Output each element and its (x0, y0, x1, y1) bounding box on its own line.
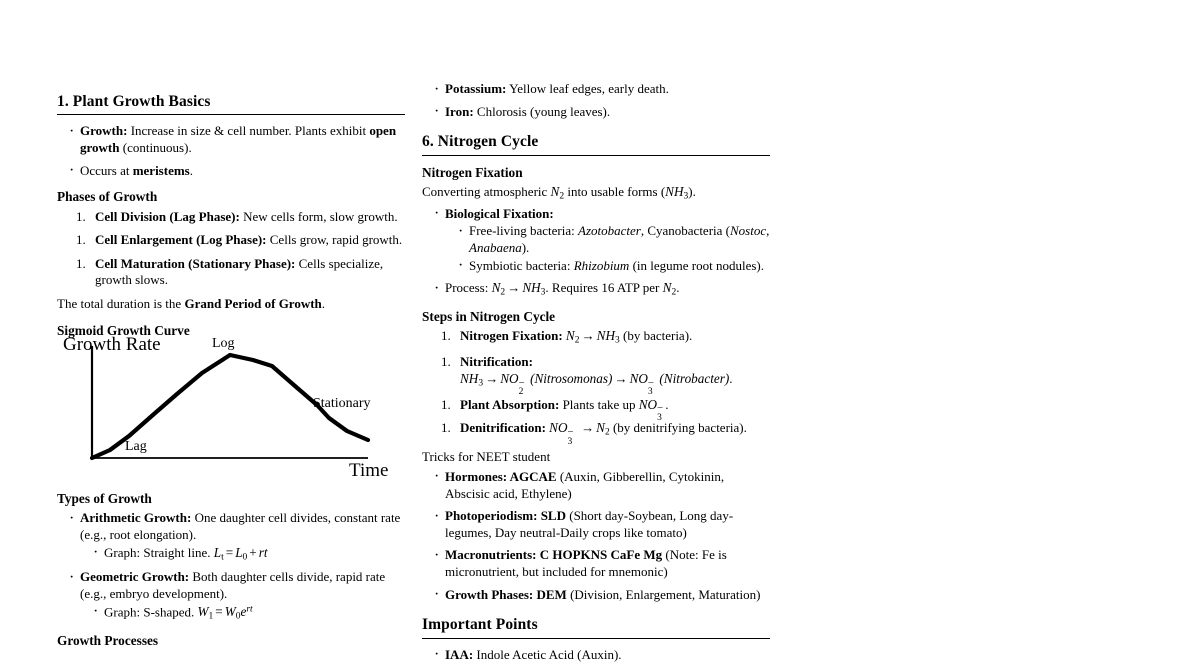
item-lead: Cell Maturation (Stationary Phase): (95, 255, 296, 271)
list-item (434, 647, 770, 664)
steps-heading: Steps in Nitrogen Cycle (422, 309, 556, 325)
item-lead: Plant Absorption: (460, 396, 560, 412)
nitrogen-fixation-definition (422, 184, 770, 203)
sub-item-text: Graph: Straight line. (104, 544, 214, 560)
types-sub-list (80, 545, 405, 564)
annotation-lag: Lag (125, 439, 147, 454)
item-text: Cells specialize, growth slows. (95, 255, 384, 288)
sub-text: Symbiotic bacteria: (469, 257, 574, 273)
item-lead: Photoperiodism: SLD (445, 508, 566, 524)
chart-svg (57, 328, 405, 478)
x-axis-label: Time (349, 460, 389, 478)
list-item (441, 354, 770, 398)
item-lead: Denitrification: (460, 420, 546, 436)
text-before: The total duration is the (57, 296, 185, 312)
list-item (76, 209, 405, 226)
genus-nostoc: Nostoc (730, 223, 767, 239)
sub-text-mid2: , (766, 223, 770, 239)
bullet-emphasis: meristems (132, 162, 190, 178)
item-lead: Hormones: AGCAE (445, 468, 557, 484)
list-marker: 1. (76, 232, 86, 248)
item-lead: IAA: (445, 646, 474, 662)
deficiency-list (422, 81, 770, 120)
sigmoid-growth-chart (57, 328, 405, 478)
types-of-growth-list (57, 510, 405, 622)
formula-denitrification: NO 3 − → $N_2$ (549, 420, 610, 447)
sub-text-post: ). (521, 239, 530, 255)
item-lead: Potassium: (445, 81, 507, 96)
list-marker: 1. (76, 208, 86, 224)
list-item (434, 508, 770, 541)
item-text: Process: (445, 280, 492, 296)
text-after: . (321, 296, 326, 312)
heading-divider (422, 638, 770, 639)
list-item (93, 545, 405, 564)
y-axis-label: Growth Rate (63, 334, 161, 355)
sub-item-text: Graph: S-shaped. (104, 603, 198, 619)
item-text-pre: Plants take up (559, 396, 639, 412)
formula-nitrate: NO 3 − (638, 396, 664, 423)
list-item (458, 258, 770, 275)
formula-nitrification: $NH_3$ → NO 2 − (Nitrosomonas) → NO 3 − (Nitrobacter) (460, 370, 730, 398)
bullet-text-tail: (continuous). (119, 140, 192, 155)
list-item (76, 232, 405, 249)
list-marker: 1. (441, 354, 451, 370)
list-item (69, 510, 405, 563)
bullet-text-tail: . (189, 162, 193, 178)
phases-of-growth-heading: Phases of Growth (57, 189, 158, 205)
item-text-post: . (676, 280, 680, 296)
text-mid: into usable forms ( (564, 183, 666, 199)
item-text: (by denitrifying bacteria). (609, 420, 747, 436)
heading-divider (422, 155, 770, 156)
item-text: (Short day-Soybean, Long day-legumes, Day neutral-Daily crops like tomato) (445, 508, 734, 540)
list-item (69, 163, 405, 180)
text-after: ). (688, 183, 696, 199)
bullet-text: Occurs at (80, 162, 133, 178)
list-item (434, 280, 770, 299)
item-lead: Geometric Growth: (80, 569, 190, 585)
item-text: Chlorosis (young leaves). (473, 103, 611, 119)
sub-text-post: (in legume root nodules). (629, 257, 764, 273)
item-lead: Cell Division (Lag Phase): (95, 208, 240, 224)
sub-text: Free-living bacteria: (469, 223, 579, 239)
list-item (76, 256, 405, 289)
important-points-heading: Important Points (422, 616, 538, 634)
formula-fixation: $N_2 \to NH_3$ (565, 328, 620, 346)
item-text: (Note: Fe is micronutrient, but included for mnemonic) (445, 547, 727, 580)
tricks-heading: Tricks for NEET student (422, 449, 551, 465)
item-lead: Cell Enlargement (Log Phase): (95, 232, 267, 248)
item-lead: Nitrification: (460, 354, 533, 370)
item-lead: Biological Fixation: (445, 205, 554, 221)
list-item (69, 123, 405, 156)
types-of-growth-heading: Types of Growth (57, 491, 152, 506)
bullet-text: Increase in size & cell number. Plants exhibit (127, 123, 370, 139)
nitrogen-steps-list (422, 328, 770, 447)
item-text: (Division, Enlargement, Maturation) (566, 586, 761, 602)
item-lead: Nitrogen Fixation: (460, 328, 563, 344)
important-points-list (422, 647, 770, 664)
formula-arithmetic: $L_t = L_0$ + rt (213, 544, 268, 563)
item-text: One daughter cell divides, constant rate (e.g., root elongation). (80, 510, 401, 542)
bacteria-sub-list (445, 223, 770, 274)
left-column (57, 92, 405, 341)
genus-anabaena: Anabaena (469, 239, 522, 255)
list-marker: 1. (441, 328, 451, 344)
list-item (434, 81, 770, 98)
grand-period-line (57, 296, 405, 313)
item-lead: Arithmetic Growth: (80, 510, 192, 526)
annotation-log: Log (212, 336, 235, 351)
item-text: Both daughter cells divide, rapid rate (e.g., embryo development). (80, 569, 386, 601)
list-item (441, 328, 770, 347)
bullet-emphasis: open growth (80, 123, 397, 155)
item-text: (by bacteria). (619, 328, 693, 344)
annotation-stationary: Stationary (313, 396, 371, 411)
list-item (458, 223, 770, 256)
page-title: 1. Plant Growth Basics (57, 93, 211, 110)
growth-basics-list (57, 123, 405, 179)
growth-processes-heading: Growth Processes (57, 632, 159, 648)
list-marker: 1. (441, 396, 451, 412)
list-item (93, 604, 405, 623)
genus-azotobacter: Azotobacter (578, 223, 641, 239)
left-column-lower (57, 490, 405, 651)
formula-nh3: $NH_3$ (665, 183, 689, 202)
formula-geometric: $W_1 = W_0e^{rt}$ (197, 603, 253, 622)
list-marker: 1. (441, 420, 451, 436)
list-marker: 1. (76, 255, 86, 271)
list-item (441, 420, 770, 447)
genus-rhizobium: Rhizobium (573, 257, 630, 273)
sigmoid-curve-heading: Sigmoid Growth Curve (57, 322, 190, 338)
fixation-list (422, 206, 770, 299)
item-text: Indole Acetic Acid (Auxin). (473, 646, 622, 662)
bullet-lead: Growth: (80, 123, 128, 139)
item-lead: Growth Phases: DEM (445, 586, 567, 602)
nitrogen-fixation-heading: Nitrogen Fixation (422, 164, 523, 180)
list-item (434, 547, 770, 580)
tricks-list (422, 469, 770, 603)
item-lead: Iron: (445, 103, 474, 119)
right-column (422, 78, 770, 666)
phases-list (57, 209, 405, 290)
item-text-mid: . Requires 16 ATP per (545, 280, 663, 296)
formula-n2-atp: $N_2$ (662, 280, 677, 298)
formula-process: $N_2 \to NH_3$ (491, 280, 546, 298)
types-sub-list (80, 604, 405, 623)
item-text: New cells form, slow growth. (239, 208, 398, 224)
item-text: Cells grow, rapid growth. (266, 232, 403, 248)
item-text: . (665, 396, 669, 412)
list-item (69, 569, 405, 622)
list-item (434, 206, 770, 275)
text-emphasis: Grand Period of Growth (184, 296, 322, 312)
item-lead: Macronutrients: C HOPKNS CaFe Mg (445, 547, 663, 563)
list-item (434, 104, 770, 121)
text-before: Converting atmospheric (422, 183, 551, 199)
heading-divider (57, 114, 405, 115)
list-item (434, 587, 770, 604)
item-text: . (729, 370, 733, 386)
list-item (434, 469, 770, 502)
item-text: (Auxin, Gibberellin, Cytokinin, Abscisic acid, Ethylene) (445, 468, 725, 501)
nitrogen-cycle-heading: 6. Nitrogen Cycle (422, 133, 539, 151)
item-text: Yellow leaf edges, early death. (506, 81, 669, 96)
list-item (441, 396, 770, 423)
formula-n2: $N_2$ (550, 183, 565, 202)
sub-text-mid: , Cyanobacteria ( (640, 223, 730, 239)
